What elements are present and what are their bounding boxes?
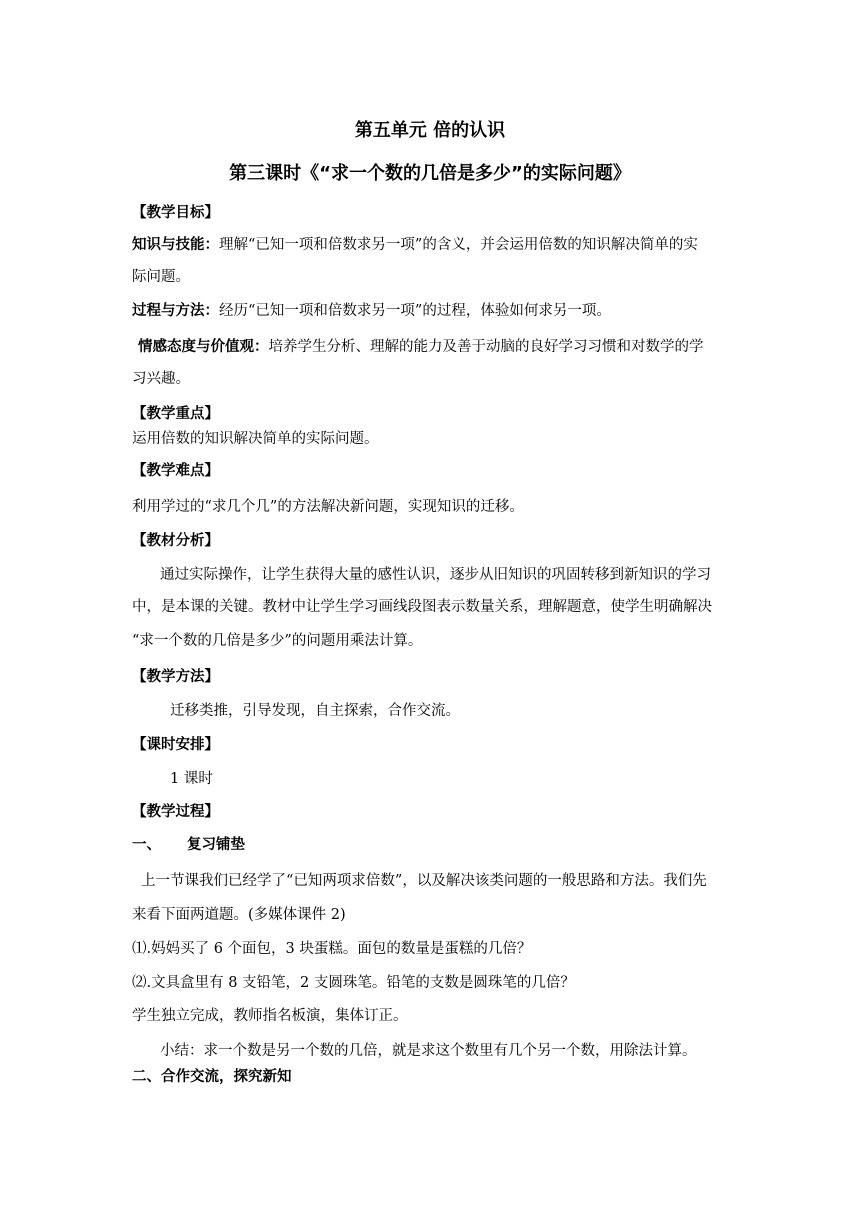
question-1: ⑴.妈妈买了 6 个面包，3 块蛋糕。面包的数量是蛋糕的几倍？: [132, 941, 532, 957]
knowledge-line: [132, 234, 698, 256]
schedule-text: 1 课时: [170, 771, 213, 787]
method-text: 迁移类推，引导发现，自主探索，合作交流。: [170, 703, 460, 719]
knowledge-text: 理解“已知一项和倍数求另一项”的含义，并会运用倍数的知识解决简单的实: [219, 237, 698, 253]
emotion-text-cont: 习兴趣。: [132, 371, 190, 387]
emotion-label: 情感态度与价值观：: [138, 339, 269, 355]
analysis-line-2: 中，是本课的关键。教材中让学生学习画线段图表示数量关系，理解题意，使学生明确解决: [132, 599, 712, 615]
process-line: [132, 300, 611, 322]
lesson-subtitle: 第三课时《“求一个数的几倍是多少”的实际问题》: [229, 163, 631, 184]
intro-line-2: 来看下面两道题。(多媒体课件 2): [132, 907, 346, 923]
step1-title: 复习铺垫: [187, 837, 245, 853]
knowledge-label: 知识与技能：: [132, 237, 219, 253]
difficulty-heading: 【教学难点】: [132, 463, 219, 479]
process-text: 经历“已知一项和倍数求另一项”的过程，体验如何求另一项。: [219, 303, 611, 319]
key-point-text: 运用倍数的知识解决简单的实际问题。: [132, 431, 379, 447]
knowledge-text-cont: 际问题。: [132, 269, 190, 285]
emotion-text: 培养学生分析、理解的能力及善于动脑的良好学习习惯和对数学的学: [268, 339, 704, 355]
step1-heading: [132, 834, 245, 856]
analysis-line-3: “求一个数的几倍是多少”的问题用乘法计算。: [132, 633, 423, 649]
schedule-heading: 【课时安排】: [132, 737, 219, 753]
analysis-line-1: 通过实际操作，让学生获得大量的感性认识，逐步从旧知识的巩固转移到新知识的学习: [160, 567, 711, 583]
analysis-heading: 【教材分析】: [132, 533, 219, 549]
summary-text: 小结：求一个数是另一个数的几倍，就是求这个数里有几个另一个数，用除法计算。: [160, 1043, 697, 1059]
difficulty-text: 利用学过的“求几个几”的方法解决新问题，实现知识的迁移。: [132, 499, 524, 515]
process-heading: 【教学过程】: [132, 804, 219, 820]
step2-heading: 二、合作交流，探究新知: [132, 1069, 292, 1085]
emotion-line: [138, 336, 704, 358]
objectives-heading: 【教学目标】: [132, 205, 219, 221]
question-2: ⑵.文具盒里有 8 支铅笔，2 支圆珠笔。铅笔的支数是圆珠笔的几倍？: [132, 975, 575, 991]
method-heading: 【教学方法】: [132, 669, 219, 685]
process-label: 过程与方法：: [132, 303, 219, 319]
practice-text: 学生独立完成，教师指名板演，集体订正。: [132, 1008, 408, 1024]
key-point-heading: 【教学重点】: [132, 406, 219, 422]
page-title: 第五单元 倍的认识: [354, 120, 506, 141]
step1-number: 一、: [132, 837, 161, 853]
intro-line-1: 上一节课我们已经学了“已知两项求倍数”，以及解决该类问题的一般思路和方法。我们先: [141, 873, 707, 889]
